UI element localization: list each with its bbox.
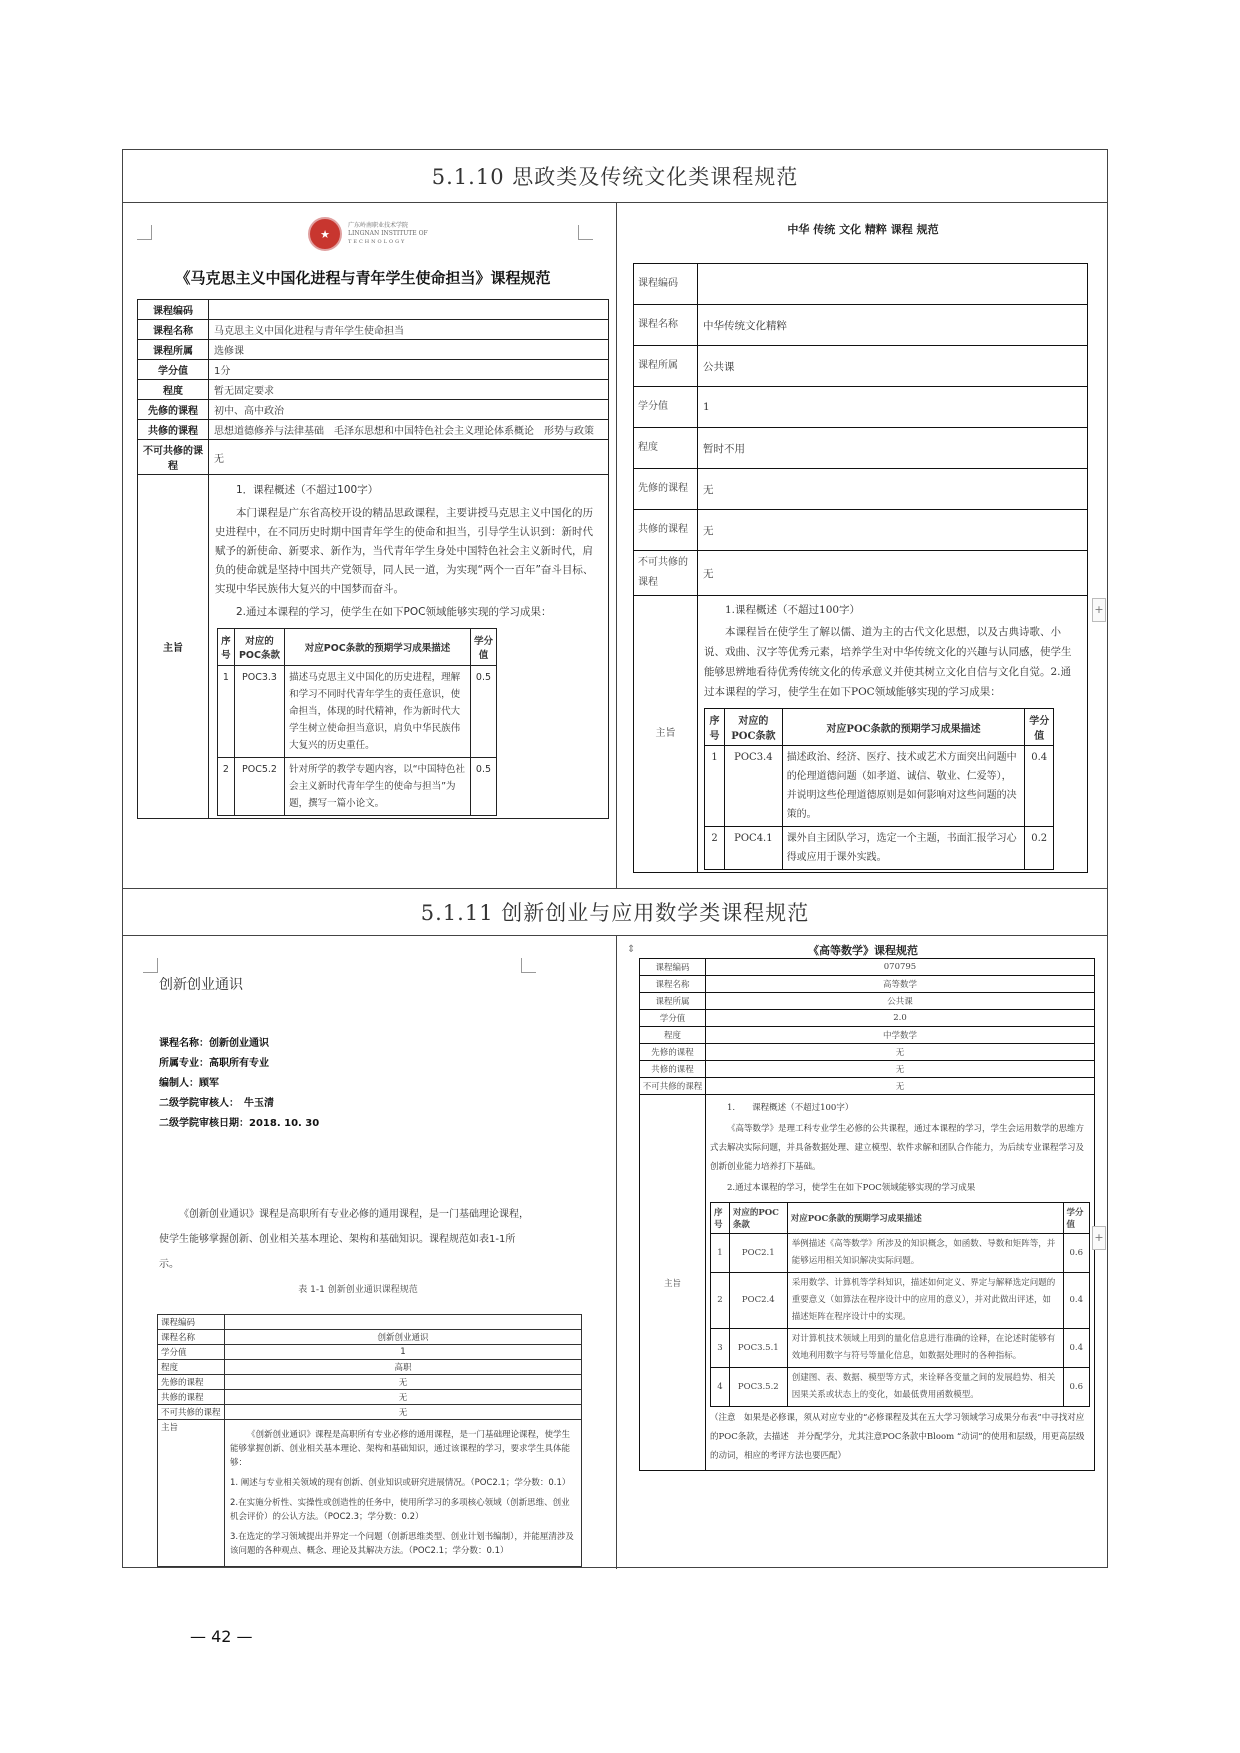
table-row-main [158, 1420, 582, 1567]
main-label: 主旨 [634, 596, 698, 873]
outcome-poc: POC4.1 [725, 827, 783, 870]
table-move-handle-icon[interactable]: ⇕ [627, 944, 636, 955]
outcome-no: 2 [711, 1273, 730, 1329]
table-row [640, 1044, 1095, 1061]
crop-mark [578, 225, 593, 240]
school-seal-icon: ★ [308, 217, 342, 251]
field-value: 无 [698, 551, 1088, 596]
outcome-intro: 2.通过本课程的学习，使学生在如下POC领域能够实现的学习成果： [236, 606, 552, 618]
field-value: 无 [706, 1061, 1095, 1078]
field-value: 无 [698, 510, 1088, 551]
outcome-desc: 采用数学、计算机等学科知识，描述如何定义、界定与解释选定问题的重要意义（如算法在程序设计中的应用的意义），并对此做出评述，如描述矩阵在程序设计中的实现。 [787, 1273, 1063, 1329]
field-value: 070795 [706, 959, 1095, 976]
outcome-desc: 举例描述《高等数学》所涉及的知识概念，如函数、导数和矩阵等，并能够运用相关知识解决实际问题。 [787, 1234, 1063, 1273]
outcome-no: 3 [711, 1329, 730, 1368]
table-row [158, 1330, 582, 1345]
field-value: 公共课 [706, 993, 1095, 1010]
crop-mark [143, 958, 158, 973]
outcome-no: 4 [711, 1368, 730, 1407]
table-row [640, 959, 1095, 976]
col-header: 学分值 [1063, 1203, 1090, 1234]
outcome-credit: 0.6 [1063, 1368, 1090, 1407]
main-label: 主旨 [158, 1420, 225, 1567]
outcome-credit: 0.5 [470, 758, 496, 816]
outcome-row [711, 1368, 1090, 1407]
field-label: 先修的课程 [158, 1375, 225, 1390]
field-label: 共修的课程 [634, 510, 698, 551]
field-label: 不可共修的课程 [158, 1405, 225, 1420]
table-row [138, 320, 609, 340]
table-row [138, 420, 609, 440]
table-row [640, 1027, 1095, 1044]
panel-marxism-course [123, 203, 616, 888]
field-label: 学分值 [138, 360, 209, 380]
table-row [634, 305, 1088, 346]
outcome-credit: 0.6 [1063, 1234, 1090, 1273]
field-label: 课程编码 [640, 959, 706, 976]
field-label: 学分值 [158, 1345, 225, 1360]
outcome-row [218, 758, 497, 816]
field-value: 无 [209, 440, 609, 475]
outcome-poc: POC2.4 [729, 1273, 787, 1329]
field-value: 1 [698, 387, 1088, 428]
course-title: 《马克思主义中国化进程与青年学生使命担当》课程规范 [175, 269, 551, 287]
overview-heading: 1．课程概述（不超过100字） [236, 484, 379, 496]
outcome-table [710, 1202, 1090, 1407]
table-row [138, 340, 609, 360]
objective-item: 1. 阐述与专业相关领域的现有创新、创业知识或研究进展情况。（POC2.1；学分数：0.1） [230, 1478, 571, 1488]
course-meta [159, 1034, 319, 1134]
course-spec-table [137, 299, 609, 819]
table-row [640, 1061, 1095, 1078]
page-frame [122, 149, 1108, 1568]
outcome-table [704, 708, 1054, 870]
field-value: 高职 [225, 1360, 582, 1375]
field-value: 公共课 [698, 346, 1088, 387]
field-value: 无 [706, 1044, 1095, 1061]
meta-major: 所属专业：高职所有专业 [159, 1058, 269, 1069]
field-label: 先修的课程 [640, 1044, 706, 1061]
field-label: 课程编码 [158, 1315, 225, 1330]
field-value: 1分 [209, 360, 609, 380]
field-label: 课程所属 [634, 346, 698, 387]
col-header: 序号 [705, 709, 725, 746]
overview-text: 本课程旨在使学生了解以儒、道为主的古代文化思想，以及古典诗歌、小说、戏曲、汉字等优秀元素，培养学生对中华传统文化的兴趣与认同感，使学生能够思辨地看待优秀传统文化的传承意义并使其树立文化自信与文化自觉。2.通过本课程的学习，使学生在如下POC领域能够实现的学习成果： [704, 626, 1072, 698]
field-value: 高等数学 [706, 976, 1095, 993]
col-header: 对应的POC条款 [725, 709, 783, 746]
outcome-row [711, 1234, 1090, 1273]
col-header: 序号 [711, 1203, 730, 1234]
outcome-row [711, 1329, 1090, 1368]
expand-icon[interactable]: + [1092, 598, 1106, 622]
meta-course-name: 课程名称：创新创业通识 [159, 1038, 269, 1049]
panel-math-course [617, 936, 1109, 1569]
field-label: 课程名称 [634, 305, 698, 346]
overview-heading: 1.课程概述（不超过100字） [725, 604, 861, 616]
note-text: （注意 如果是必修课，须从对应专业的“必修课程及其在五大学习领域学习成果分布表”中寻找对应的POC条款，去描述 并分配学分，尤其注意POC条款中Bloom “动词”的使用和层级，用更高层级的动词，相应的考评方法也要匹配） [710, 1413, 1085, 1461]
outcome-poc: POC3.5.2 [729, 1368, 787, 1407]
intro-paragraph: 《创新创业通识》课程是高职所有专业必修的通用课程，是一门基础理论课程，使学生能够掌握创新、创业相关基本理论、架构和基础知识。课程规范如表1-1所示。 [159, 1209, 529, 1270]
outcome-poc: POC3.3 [234, 666, 284, 758]
field-label: 课程名称 [138, 320, 209, 340]
field-value: 中学数学 [706, 1027, 1095, 1044]
objective-item: 2.在实施分析性、实操性或创造性的任务中，使用所学习的多项核心领域（创新思维、创业机会评价）的公认方法。（POC2.3；学分数：0.2） [230, 1498, 570, 1522]
table-row [634, 551, 1088, 596]
page-number: — 42 — [190, 1627, 253, 1646]
outcome-desc: 描述政治、经济、医疗、技术或艺术方面突出问题中的伦理道德问题（如孝道、诚信、敬业、仁爱等），并说明这些伦理道德原则是如何影响对这些问题的决策的。 [782, 746, 1025, 827]
meta-reviewer: 二级学院审核人： 牛玉清 [159, 1098, 274, 1109]
field-value: 中华传统文化精粹 [698, 305, 1088, 346]
field-value: 1 [225, 1345, 582, 1360]
outcome-credit: 0.2 [1025, 827, 1054, 870]
table-row [138, 360, 609, 380]
school-logo [308, 217, 428, 251]
doc-heading: 创新创业通识 [159, 977, 243, 993]
table-row [634, 387, 1088, 428]
expand-icon[interactable]: + [1092, 1226, 1106, 1250]
outcome-intro: 2.通过本课程的学习，使学生在如下POC领域能够实现的学习成果 [727, 1183, 976, 1193]
field-label: 学分值 [640, 1010, 706, 1027]
field-value: 选修课 [209, 340, 609, 360]
table-caption: 表 1-1 创新创业通识课程规范 [298, 1285, 418, 1295]
crop-mark [521, 958, 536, 973]
outcome-no: 1 [705, 746, 725, 827]
outcome-poc: POC2.1 [729, 1234, 787, 1273]
table-row [158, 1360, 582, 1375]
course-spec-table [639, 958, 1095, 1471]
field-value: 思想道德修养与法律基础 毛泽东思想和中国特色社会主义理论体系概论 形势与政策 [209, 420, 609, 440]
outcome-row [218, 666, 497, 758]
field-label: 课程名称 [158, 1330, 225, 1345]
outcome-desc: 描述马克思主义中国化的历史进程，理解和学习不同时代青年学生的责任意识，使命担当，体现的时代精神，作为新时代大学生树立使命担当意识，肩负中华民族伟大复兴的历史重任。 [285, 666, 471, 758]
table-row [634, 510, 1088, 551]
outcome-credit: 0.5 [470, 666, 496, 758]
table-row-main [634, 596, 1088, 873]
course-title: 《高等数学》课程规范 [808, 944, 918, 957]
field-label: 不可共修的课程 [138, 440, 209, 475]
field-label: 共修的课程 [640, 1061, 706, 1078]
field-label: 课程所属 [640, 993, 706, 1010]
section-heading-5-1-10: 5.1.10 思政类及传统文化类课程规范 [123, 150, 1107, 203]
course-spec-table [633, 263, 1088, 873]
table-row-main [640, 1095, 1095, 1471]
logo-en2: TECHNOLOGY [348, 239, 407, 245]
field-label: 程度 [138, 380, 209, 400]
table-row [158, 1375, 582, 1390]
field-value [698, 264, 1088, 305]
section-heading-5-1-11: 5.1.11 创新创业与应用数学类课程规范 [123, 888, 1107, 936]
outcome-no: 2 [218, 758, 235, 816]
field-label: 共修的课程 [158, 1390, 225, 1405]
field-value: 暂无固定要求 [209, 380, 609, 400]
field-label: 课程编码 [634, 264, 698, 305]
outcome-no: 2 [705, 827, 725, 870]
outcome-desc: 对计算机技术领域上用到的量化信息进行准确的诠释，在论述时能够有效地利用数字与符号等量化信息，如数据处理时的各种指标。 [787, 1329, 1063, 1368]
overview-text: 本门课程是广东省高校开设的精品思政课程，主要讲授马克思主义中国化的历史进程中，在不同历史时期中国青年学生的使命和担当，引导学生认识到：新时代赋予的新使命、新要求、新作为，当代青年学生身处中国特色社会主义新时代，肩负的使命就是坚持中国共产党领导，同人民一道，为实现“两个一百年”奋斗目标、实现中华民族伟大复兴的中国梦而奋斗。 [215, 507, 594, 595]
table-row [634, 264, 1088, 305]
outcome-table [217, 628, 497, 816]
field-value [225, 1315, 582, 1330]
table-row [640, 993, 1095, 1010]
field-value: 无 [225, 1405, 582, 1420]
field-label: 不可共修的课程 [640, 1078, 706, 1095]
table-row [634, 469, 1088, 510]
outcome-row [711, 1273, 1090, 1329]
field-label: 不可共修的课程 [634, 551, 698, 596]
outcome-no: 1 [711, 1234, 730, 1273]
table-row-main [138, 475, 609, 819]
table-row [640, 1010, 1095, 1027]
overview-heading: 1. 课程概述（不超过100字） [727, 1103, 854, 1113]
outcome-desc: 创建图、表、数据、模型等方式，来诠释各变量之间的发展趋势、相关因果关系或状态上的变化，如最低费用函数模型。 [787, 1368, 1063, 1407]
field-label: 学分值 [634, 387, 698, 428]
meta-review-date: 二级学院审核日期：2018. 10. 30 [159, 1118, 320, 1129]
col-header: 对应POC条款的预期学习成果描述 [787, 1203, 1063, 1234]
field-value: 无 [225, 1375, 582, 1390]
outcome-credit: 0.4 [1025, 746, 1054, 827]
field-value: 无 [698, 469, 1088, 510]
table-row [138, 440, 609, 475]
meta-author: 编制人：顾军 [159, 1078, 219, 1089]
panel-innovation-course [123, 936, 616, 1569]
table-row [634, 428, 1088, 469]
objective-item: 3.在选定的学习领域提出并界定一个问题（创新思维类型、创业计划书编制），并能厘清涉及该问题的各种观点、概念、理论及其解决方法。（POC2.1；学分数：0.1） [230, 1532, 574, 1556]
col-header: 学分值 [1025, 709, 1054, 746]
table-row [158, 1405, 582, 1420]
outcome-no: 1 [218, 666, 235, 758]
crop-mark [137, 225, 152, 240]
outcome-poc: POC3.5.1 [729, 1329, 787, 1368]
table-row [634, 346, 1088, 387]
col-header: 学分值 [470, 629, 496, 666]
outcome-desc: 课外自主团队学习，选定一个主题，书面汇报学习心得或应用于课外实践。 [782, 827, 1025, 870]
field-value: 创新创业通识 [225, 1330, 582, 1345]
field-label: 程度 [640, 1027, 706, 1044]
field-label: 先修的课程 [138, 400, 209, 420]
field-value: 马克思主义中国化进程与青年学生使命担当 [209, 320, 609, 340]
col-header: 对应的POC条款 [234, 629, 284, 666]
course-title: 中华 传统 文化 精粹 课程 规范 [787, 223, 939, 236]
field-value [209, 300, 609, 320]
main-intro: 《创新创业通识》课程是高职所有专业必修的通用课程，是一门基础理论课程，使学生能够掌握创新、创业相关基本理论、架构和基础知识，通过该课程的学习，要求学生具体能够： [230, 1430, 571, 1468]
field-label: 程度 [634, 428, 698, 469]
table-row [158, 1390, 582, 1405]
outcome-desc: 针对所学的教学专题内容，以“中国特色社会主义新时代青年学生的使命与担当”为题，撰写一篇小论文。 [285, 758, 471, 816]
col-header: 对应POC条款的预期学习成果描述 [285, 629, 471, 666]
col-header: 序号 [218, 629, 235, 666]
outcome-credit: 0.4 [1063, 1329, 1090, 1368]
logo-en: LINGNAN INSTITUTE OF [348, 230, 428, 237]
panel-traditional-culture-course [617, 203, 1109, 888]
field-value: 初中、高中政治 [209, 400, 609, 420]
table-row [158, 1315, 582, 1330]
field-value: 2.0 [706, 1010, 1095, 1027]
outcome-credit: 0.4 [1063, 1273, 1090, 1329]
field-value: 暂时不用 [698, 428, 1088, 469]
field-label: 共修的课程 [138, 420, 209, 440]
col-header: 对应POC条款的预期学习成果描述 [782, 709, 1025, 746]
field-label: 程度 [158, 1360, 225, 1375]
outcome-row [705, 746, 1054, 827]
table-row [138, 400, 609, 420]
table-row [158, 1345, 582, 1360]
main-label: 主旨 [138, 475, 209, 819]
field-label: 先修的课程 [634, 469, 698, 510]
field-label: 课程名称 [640, 976, 706, 993]
logo-cn: 广东岭南职业技术学院 [348, 222, 409, 229]
col-header: 对应的POC条款 [729, 1203, 787, 1234]
overview-text: 《高等数学》是理工科专业学生必修的公共课程，通过本课程的学习，学生会运用数学的思维方式去解决实际问题，并具备数据处理、建立模型、软件求解和团队合作能力，为后续专业课程学习及创新创业能力培养打下基础。 [710, 1124, 1085, 1172]
course-spec-table [157, 1314, 582, 1567]
outcome-row [705, 827, 1054, 870]
table-row [640, 1078, 1095, 1095]
main-label: 主旨 [640, 1095, 706, 1471]
field-value: 无 [225, 1390, 582, 1405]
field-value: 无 [706, 1078, 1095, 1095]
table-row [640, 976, 1095, 993]
table-row [138, 300, 609, 320]
field-label: 课程编码 [138, 300, 209, 320]
field-label: 课程所属 [138, 340, 209, 360]
outcome-poc: POC3.4 [725, 746, 783, 827]
table-row [138, 380, 609, 400]
outcome-poc: POC5.2 [234, 758, 284, 816]
